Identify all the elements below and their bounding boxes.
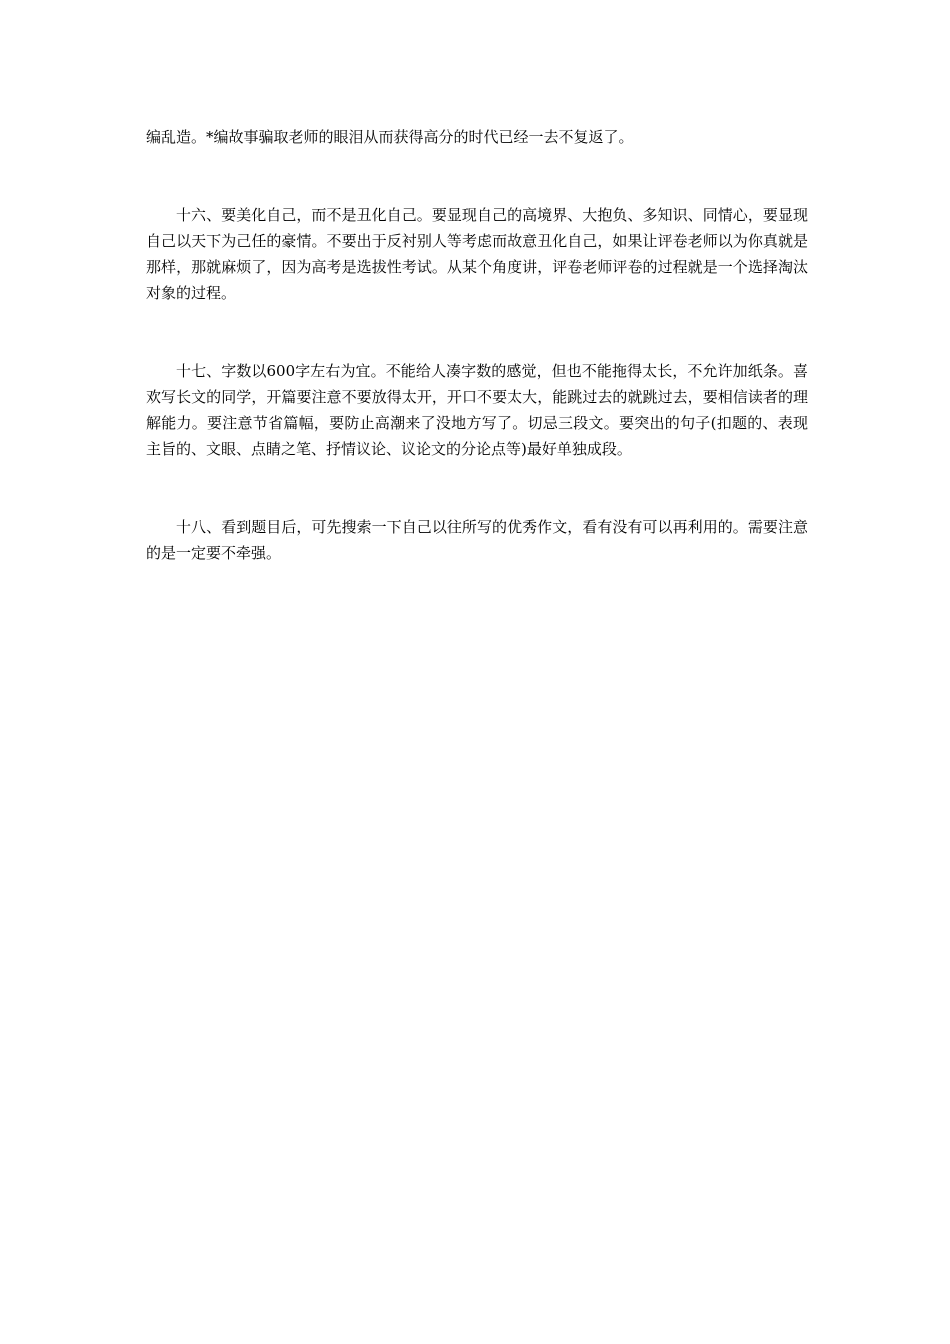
document-body — [146, 124, 808, 566]
paragraph-sixteen: 十六、要美化自己，而不是丑化自己。要显现自己的高境界、大抱负、多知识、同情心，要显现自己以天下为己任的豪情。不要出于反衬别人等考虑而故意丑化自己，如果让评卷老师以为你真就是那样，那就麻烦了，因为高考是选拔性考试。从某个角度讲，评卷老师评卷的过程就是一个选择淘汰对象的过程。 — [146, 206, 808, 302]
paragraph-continuation: 编乱造。*编故事骗取老师的眼泪从而获得高分的时代已经一去不复返了。 — [146, 128, 634, 146]
paragraph-eighteen: 十八、看到题目后，可先搜索一下自己以往所写的优秀作文，看有没有可以再利用的。需要注意的是一定要不牵强。 — [146, 518, 808, 562]
paragraph-seventeen: 十七、字数以600字左右为宜。不能给人凑字数的感觉，但也不能拖得太长，不允许加纸条。喜欢写长文的同学，开篇要注意不要放得太开，开口不要太大，能跳过去的就跳过去，要相信读者的理解能力。要注意节省篇幅，要防止高潮来了没地方写了。切忌三段文。要突出的句子(扣题的、表现主旨的、文眼、点睛之笔、抒情议论、议论文的分论点等)最好单独成段。 — [146, 362, 808, 458]
